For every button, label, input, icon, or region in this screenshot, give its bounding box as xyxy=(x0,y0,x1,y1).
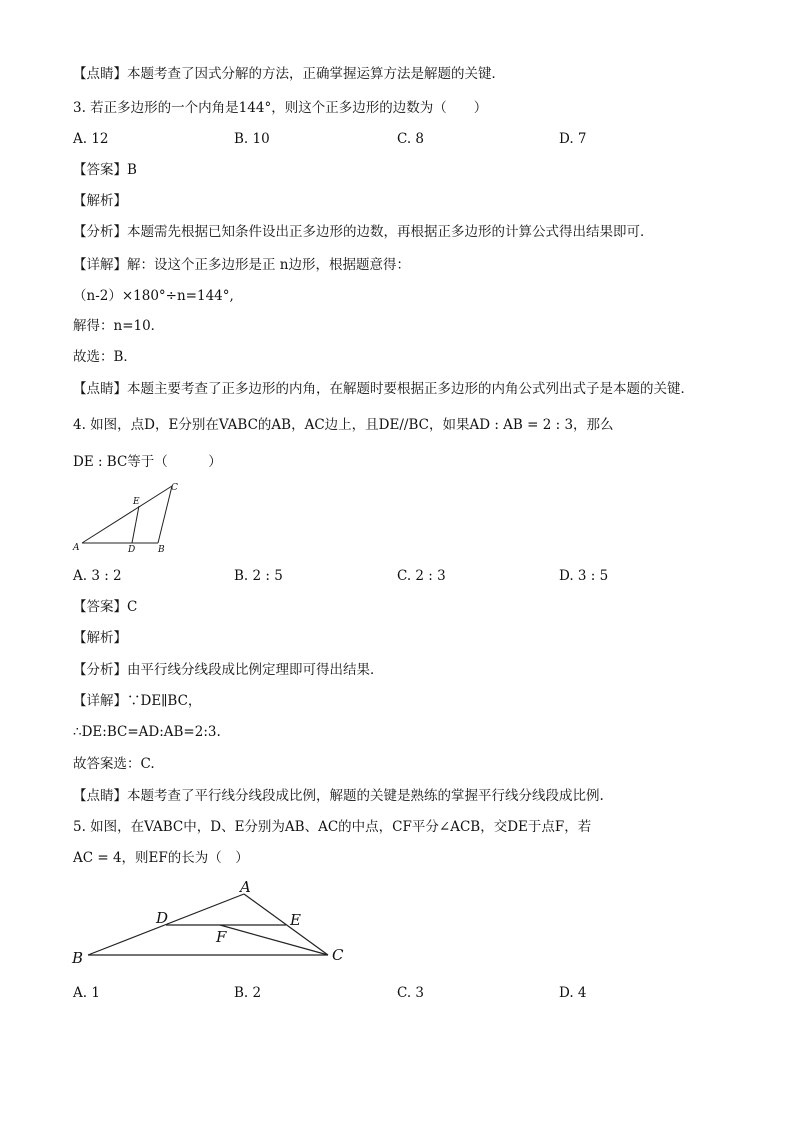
q4-stem-continued: DE : BC等于（ ） xyxy=(73,454,222,470)
q3-analysis: 【分析】本题需先根据已知条件设出正多边形的边数，再根据正多边形的计算公式得出结果即可． xyxy=(73,224,654,240)
fig4-label-a: A xyxy=(73,543,80,553)
q4-analysis: 【分析】由平行线分线段成比例定理即可得出结果． xyxy=(73,662,384,678)
q4-analysis-heading: 【解析】 xyxy=(73,630,127,646)
fig4-segment-de xyxy=(132,506,139,543)
q4-stem: 4. 如图，点D，E分别在VABC的AB，AC边上，且DE//BC，如果AD : AB = 2 : 3，那么 xyxy=(73,417,614,433)
q3-option-d: D. 7 xyxy=(559,131,587,147)
fig5-label-c: C xyxy=(332,946,344,964)
fig4-label-e: E xyxy=(133,497,140,507)
q5-option-d: D. 4 xyxy=(559,985,587,1001)
q4-comment: 【点睛】本题考查了平行线分线段成比例，解题的关键是熟练的掌握平行线分线段成比例. xyxy=(73,788,604,804)
q3-formula: （n-2）×180°÷n=144°, xyxy=(73,288,234,304)
fig5-label-a: A xyxy=(240,878,251,896)
q5-triangle-figure xyxy=(66,874,356,974)
q5-stem-continued: AC = 4，则EF的长为（ ） xyxy=(73,850,249,866)
q4-answer: 【答案】C xyxy=(73,599,138,615)
q4-triangle-figure xyxy=(70,478,190,558)
q4-option-c: C. 2 : 3 xyxy=(397,568,446,584)
q4-ratio: ∴DE:BC=AD:AB=2:3. xyxy=(73,724,221,740)
q5-stem: 5. 如图，在VABC中，D、E分别为AB、AC的中点，CF平分∠ACB，交DE于点F，若 xyxy=(73,819,592,835)
q2-comment: 【点睛】本题考查了因式分解的方法，正确掌握运算方法是解题的关键． xyxy=(73,66,505,82)
fig4-label-c: C xyxy=(171,483,178,493)
q3-answer: 【答案】B xyxy=(73,162,137,178)
q3-detail: 【详解】解：设这个正多边形是正 n边形，根据题意得： xyxy=(73,257,410,273)
fig4-segment-ac xyxy=(82,486,172,543)
fig5-segment-cf xyxy=(220,925,328,955)
fig4-label-b: B xyxy=(158,545,165,555)
q3-solve: 解得：n=10． xyxy=(73,318,165,334)
q3-stem: 3. 若正多边形的一个内角是144°，则这个正多边形的边数为（ ） xyxy=(73,100,488,116)
q3-analysis-heading: 【解析】 xyxy=(73,193,127,209)
q3-option-b: B. 10 xyxy=(234,131,270,147)
q4-choose: 故答案选：C. xyxy=(73,756,155,772)
fig5-label-e: E xyxy=(290,911,301,929)
q4-option-d: D. 3 : 5 xyxy=(559,568,609,584)
q4-option-b: B. 2 : 5 xyxy=(234,568,283,584)
q3-option-a: A. 12 xyxy=(73,131,109,147)
fig5-label-d: D xyxy=(156,909,169,927)
fig5-label-f: F xyxy=(216,928,227,946)
q3-choose: 故选：B． xyxy=(73,349,137,365)
fig4-segment-bc xyxy=(158,486,172,543)
fig5-label-b: B xyxy=(72,949,84,967)
q5-option-c: C. 3 xyxy=(397,985,425,1001)
q5-option-b: B. 2 xyxy=(234,985,262,1001)
q4-option-a: A. 3 : 2 xyxy=(73,568,122,584)
q3-option-c: C. 8 xyxy=(397,131,425,147)
fig4-label-d: D xyxy=(128,545,136,555)
q4-detail: 【详解】∵DE∥BC， xyxy=(73,693,202,709)
q3-comment: 【点睛】本题主要考查了正多边形的内角，在解题时要根据正多边形的内角公式列出式子是本题的关键． xyxy=(73,381,694,397)
q5-option-a: A. 1 xyxy=(73,985,100,1001)
